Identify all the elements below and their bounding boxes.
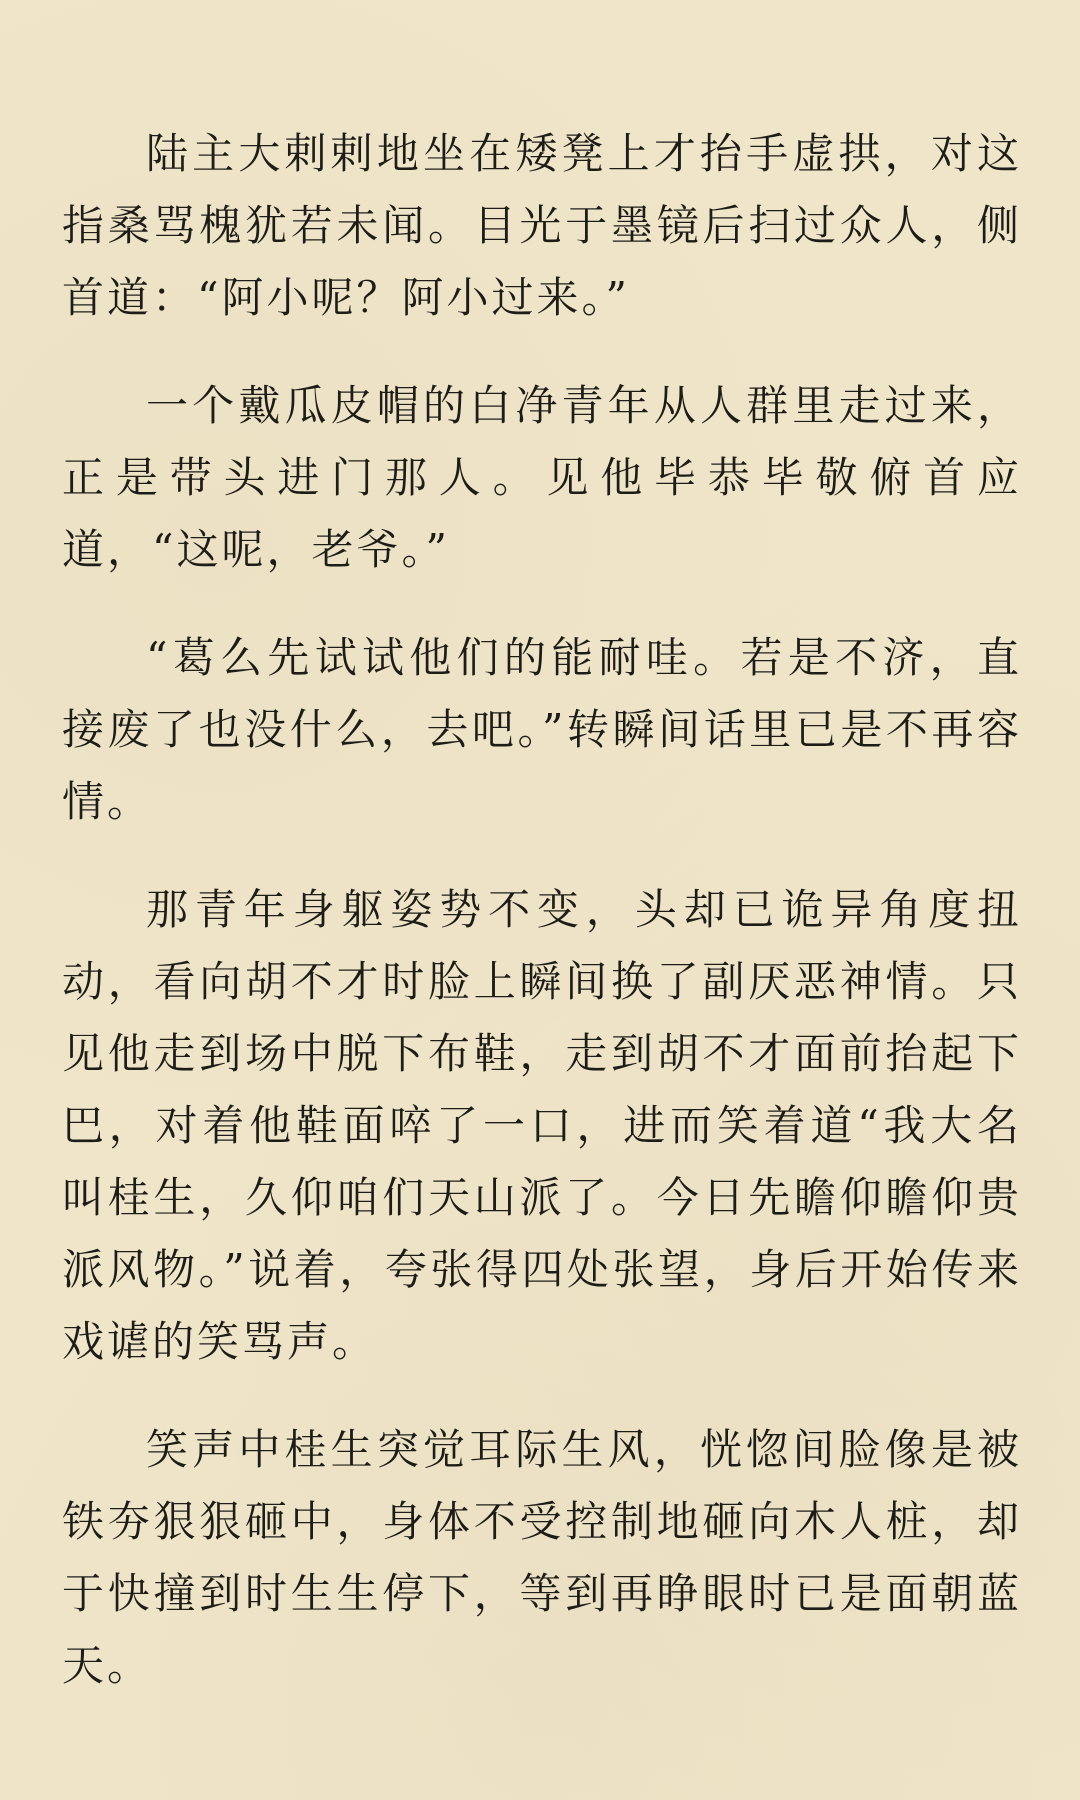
paragraph: 笑声中桂生突觉耳际生风，恍惚间脸像是被铁夯狠狠砸中，身体不受控制地砸向木人桩，却于快撞到时生生停下，等到再睁眼时已是面朝蓝天。: [62, 1425, 1022, 1690]
reading-page: [62, 118, 1022, 1738]
paragraph: 那青年身躯姿势不变，头却已诡异角度扭动，看向胡不才时脸上瞬间换了副厌恶神情。只见他走到场中脱下布鞋，走到胡不才面前抬起下巴，对着他鞋面啐了一口，进而笑着道“我大名叫桂生，久仰咱们天山派了。今日先瞻仰瞻仰贵派风物。”说着，夸张得四处张望，身后开始传来戏谑的笑骂声。: [62, 885, 1022, 1366]
paragraph: 陆主大剌剌地坐在矮凳上才抬手虚拱，对这指桑骂槐犹若未闻。目光于墨镜后扫过众人，侧首道：“阿小呢？阿小过来。”: [62, 129, 1022, 322]
paragraph: “葛么先试试他们的能耐哇。若是不济，直接废了也没什么，去吧。”转瞬间话里已是不再容情。: [62, 633, 1022, 826]
paragraph: 一个戴瓜皮帽的白净青年从人群里走过来，正是带头进门那人。见他毕恭毕敬俯首应道，“这呢，老爷。”: [62, 381, 1022, 574]
